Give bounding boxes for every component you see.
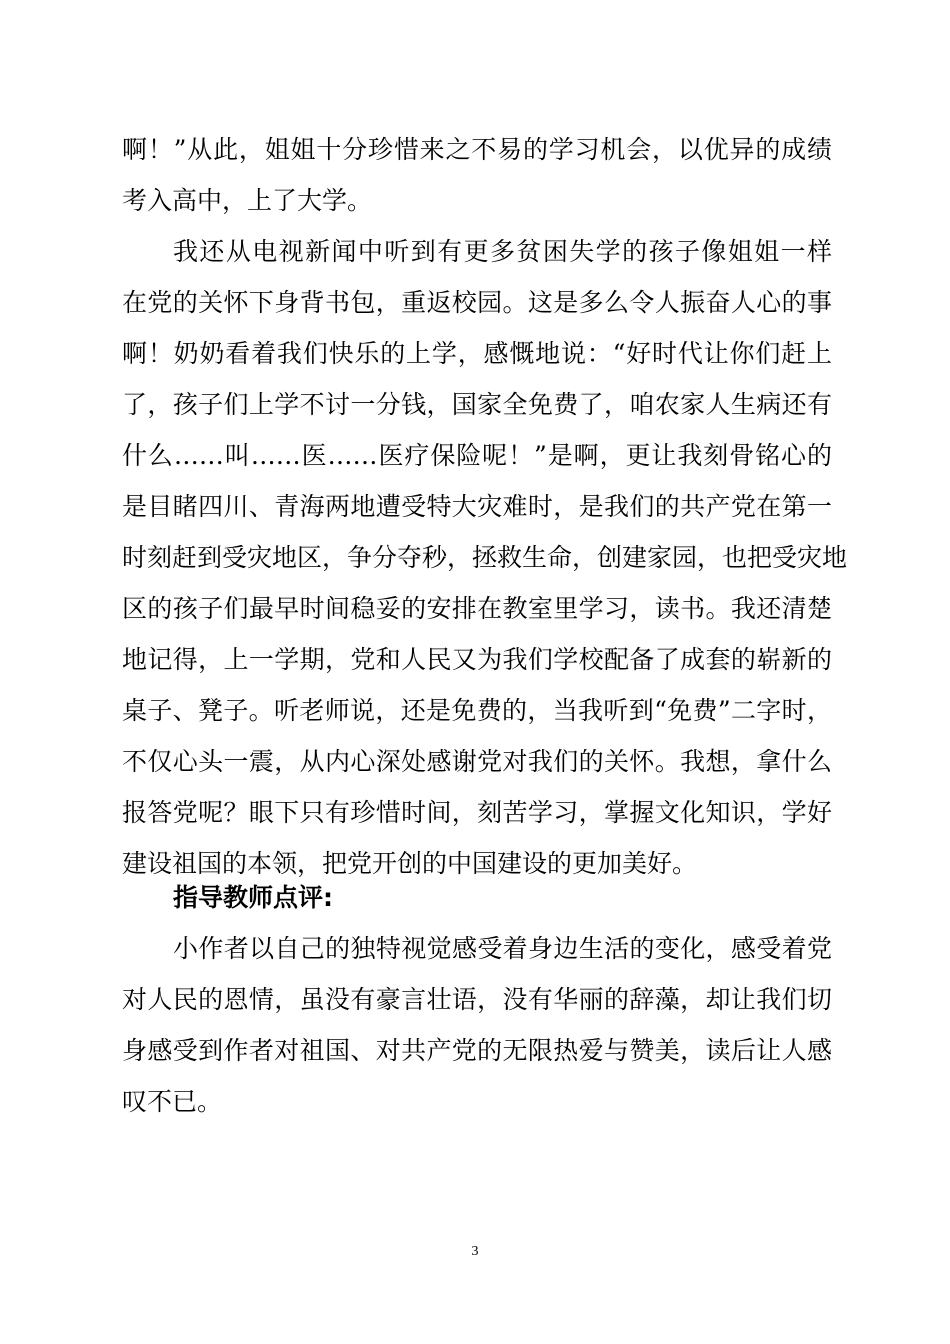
paragraph-2-line-1: 我还从电视新闻中听到有更多贫困失学的孩子像姐姐一样 xyxy=(173,237,832,266)
paragraph-2-line-13: 建设祖国的本领，把党开创的中国建设的更加美好。 xyxy=(122,849,698,878)
paragraph-1-line-1: 啊！”从此，姐姐十分珍惜来之不易的学习机会，以优异的成绩 xyxy=(122,135,832,164)
paragraph-2-line-4: 了，孩子们上学不讨一分钱，国家全免费了，咱农家人生病还有 xyxy=(122,390,832,419)
paragraph-2-line-5: 什么……叫……医……医疗保险呢！”是啊，更让我刻骨铭心的 xyxy=(122,441,832,470)
paragraph-2-line-6: 是目睹四川、青海两地遭受特大灾难时，是我们的共产党在第一 xyxy=(122,492,832,521)
page-number: 3 xyxy=(471,1244,479,1259)
paragraph-2-line-12: 报答党呢？眼下只有珍惜时间，刻苦学习，掌握文化知识，学好 xyxy=(122,798,832,827)
comment-line-2: 对人民的恩情，虽没有豪言壮语，没有华丽的辞藻，却让我们切 xyxy=(122,985,832,1014)
paragraph-2-line-11: 不仅心头一震，从内心深处感谢党对我们的关怀。我想，拿什么 xyxy=(122,747,832,776)
paragraph-1-line-2: 考入高中，上了大学。 xyxy=(122,186,373,215)
paragraph-2-line-9: 地记得，上一学期，党和人民又为我们学校配备了成套的崭新的 xyxy=(122,645,832,674)
paragraph-2-line-3: 啊！奶奶看着我们快乐的上学，感慨地说：“好时代让你们赶上 xyxy=(122,339,832,368)
comment-line-3: 身感受到作者对祖国、对共产党的无限热爱与赞美，读后让人感 xyxy=(122,1036,832,1065)
comment-line-4: 叹不已。 xyxy=(122,1087,223,1116)
paragraph-2-line-2: 在党的关怀下身背书包，重返校园。这是多么令人振奋人心的事 xyxy=(122,288,832,317)
paragraph-2-line-8: 区的孩子们最早时间稳妥的安排在教室里学习，读书。我还清楚 xyxy=(122,594,832,623)
paragraph-2-line-7: 时刻赶到受灾地区，争分夺秒，拯救生命，创建家园，也把受灾地 xyxy=(122,543,848,572)
paragraph-2-line-10: 桌子、凳子。听老师说，还是免费的，当我听到“免费”二字时， xyxy=(122,696,832,725)
comment-line-1: 小作者以自己的独特视觉感受着身边生活的变化，感受着党 xyxy=(173,934,832,963)
comment-heading: 指导教师点评: xyxy=(173,883,333,912)
